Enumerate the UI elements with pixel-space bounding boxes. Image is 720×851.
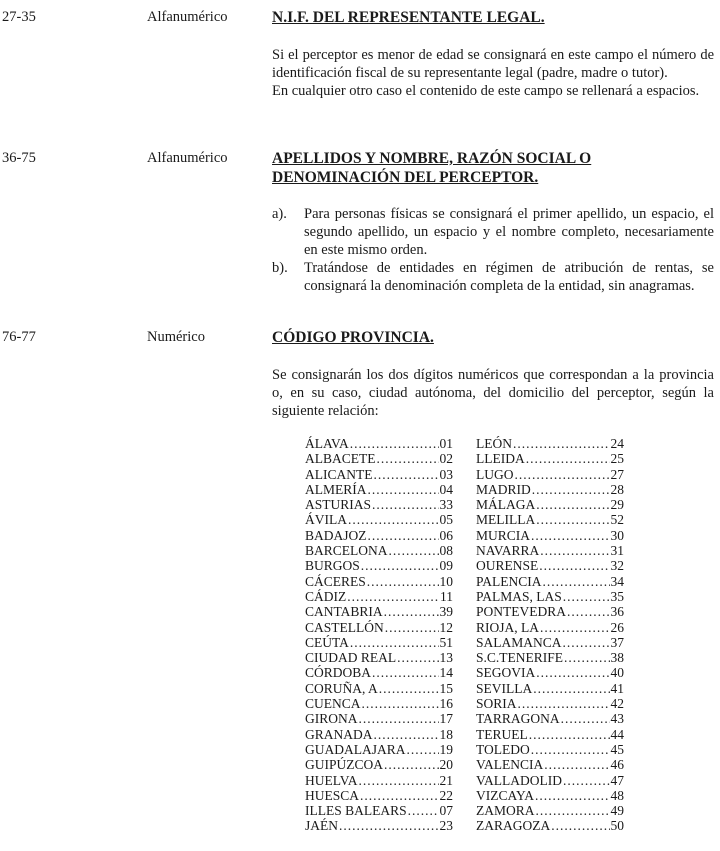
province-code: 22 — [439, 787, 453, 803]
province-code: 45 — [610, 741, 624, 757]
province-name: PALENCIA — [476, 573, 542, 589]
province-name: ALICANTE — [305, 466, 373, 482]
province-row — [476, 436, 624, 451]
dot-leader — [407, 742, 439, 757]
province-code: 10 — [439, 573, 453, 589]
province-code: 26 — [610, 619, 624, 635]
dot-leader — [535, 788, 609, 803]
province-code: 38 — [610, 650, 624, 666]
dot-leader — [526, 451, 610, 466]
dot-leader — [567, 604, 610, 619]
province-name: HUESCA — [305, 787, 360, 803]
province-code: 04 — [439, 481, 453, 497]
dot-leader — [385, 620, 439, 635]
province-name: TARRAGONA — [476, 711, 560, 727]
province-code: 19 — [439, 741, 453, 757]
dot-leader — [529, 727, 610, 742]
list-item — [272, 205, 714, 259]
province-code: 31 — [610, 543, 624, 559]
province-code: 27 — [610, 466, 624, 482]
dot-leader — [362, 696, 439, 711]
dot-leader — [563, 589, 610, 604]
province-row — [476, 742, 624, 757]
province-row — [305, 604, 453, 619]
province-row — [305, 818, 453, 833]
dot-leader — [540, 543, 609, 558]
province-code: 16 — [439, 696, 453, 712]
province-row — [476, 528, 624, 543]
province-code: 01 — [439, 436, 453, 451]
province-name: MÁLAGA — [476, 497, 536, 513]
province-row — [305, 803, 453, 818]
province-name: TERUEL — [476, 726, 528, 742]
province-code: 43 — [610, 711, 624, 727]
province-code: 17 — [439, 711, 453, 727]
province-row — [476, 727, 624, 742]
province-code: 51 — [439, 634, 453, 650]
dot-leader — [531, 742, 610, 757]
province-name: ZARAGOZA — [476, 818, 551, 834]
dot-leader — [536, 497, 609, 512]
province-code: 41 — [610, 680, 624, 696]
dot-leader — [533, 681, 609, 696]
dot-leader — [360, 788, 438, 803]
dot-leader — [350, 635, 439, 650]
dot-leader — [374, 727, 439, 742]
province-name: NAVARRA — [476, 543, 540, 559]
province-code: 09 — [439, 558, 453, 574]
province-row — [476, 574, 624, 589]
dot-leader — [536, 803, 610, 818]
list-item — [272, 259, 714, 295]
province-code: 37 — [610, 634, 624, 650]
province-name: BARCELONA — [305, 543, 388, 559]
province-code: 03 — [439, 466, 453, 482]
province-code: 08 — [439, 543, 453, 559]
province-row — [305, 558, 453, 573]
province-name: GUADALAJARA — [305, 741, 406, 757]
province-row — [305, 773, 453, 788]
dot-leader — [367, 574, 439, 589]
province-name: CUENCA — [305, 696, 361, 712]
province-row — [305, 742, 453, 757]
province-code: 44 — [610, 726, 624, 742]
field-title: CÓDIGO PROVINCIA. — [272, 329, 434, 346]
dot-leader — [348, 512, 439, 527]
province-code: 39 — [439, 604, 453, 620]
province-name: GRANADA — [305, 726, 373, 742]
province-name: GUIPÚZCOA — [305, 757, 384, 773]
dot-leader — [540, 620, 610, 635]
province-row — [305, 528, 453, 543]
province-name: S.C.TENERIFE — [476, 650, 564, 666]
province-row — [476, 604, 624, 619]
province-row — [305, 451, 453, 466]
province-row — [305, 665, 453, 680]
dot-leader — [561, 711, 610, 726]
dot-leader — [361, 558, 439, 573]
province-code: 06 — [439, 527, 453, 543]
dot-leader — [339, 818, 439, 833]
field-position: 76-77 — [2, 329, 36, 345]
dot-leader — [374, 467, 439, 482]
province-code: 02 — [439, 451, 453, 467]
province-code: 23 — [439, 818, 453, 834]
dot-leader — [372, 497, 438, 512]
dot-leader — [531, 528, 609, 543]
province-row — [476, 589, 624, 604]
province-code: 29 — [610, 497, 624, 513]
province-name: TOLEDO — [476, 741, 530, 757]
province-code: 35 — [610, 588, 624, 604]
province-name: SORIA — [476, 696, 517, 712]
province-row — [476, 451, 624, 466]
dot-leader — [551, 818, 609, 833]
province-code: 07 — [439, 803, 453, 819]
field-description — [272, 46, 714, 100]
province-name: GIRONA — [305, 711, 358, 727]
province-row — [476, 818, 624, 833]
field-type: Alfanumérico — [147, 150, 228, 166]
description-paragraph: En cualquier otro caso el contenido de este campo se rellenará a espacios. — [272, 83, 700, 99]
province-code: 30 — [610, 527, 624, 543]
province-code: 28 — [610, 481, 624, 497]
province-code: 05 — [439, 512, 453, 528]
province-row — [476, 665, 624, 680]
province-row — [305, 620, 453, 635]
province-name: SALAMANCA — [476, 634, 562, 650]
province-row — [305, 497, 453, 512]
province-code: 50 — [610, 818, 624, 834]
province-name: SEVILLA — [476, 680, 533, 696]
dot-leader — [397, 650, 438, 665]
province-name: LUGO — [476, 466, 514, 482]
dot-leader — [563, 635, 610, 650]
province-list-right — [476, 436, 624, 834]
province-row — [305, 635, 453, 650]
province-code: 33 — [439, 497, 453, 513]
dot-leader — [536, 665, 609, 680]
dot-leader — [408, 803, 439, 818]
province-code: 13 — [439, 650, 453, 666]
province-name: MELILLA — [476, 512, 536, 528]
field-title-line: APELLIDOS Y NOMBRE, RAZÓN SOCIAL O — [272, 150, 592, 167]
province-row — [476, 558, 624, 573]
province-name: VALLADOLID — [476, 772, 562, 788]
province-code: 49 — [610, 803, 624, 819]
province-name: VALENCIA — [476, 757, 544, 773]
province-row — [305, 467, 453, 482]
dot-leader — [377, 451, 439, 466]
province-code: 40 — [610, 665, 624, 681]
dot-leader — [564, 650, 609, 665]
province-name: MURCIA — [476, 527, 531, 543]
dot-leader — [389, 543, 439, 558]
dot-leader — [544, 757, 609, 772]
list-item-text: Para personas físicas se consignará el primer apellido, un espacio, el segundo apellido, un espacio y el nombre completo, necesariamente en este mismo orden. — [304, 206, 714, 258]
dot-leader — [518, 696, 610, 711]
field-position: 27-35 — [2, 9, 36, 25]
dot-leader — [359, 711, 439, 726]
field-title — [272, 149, 712, 187]
province-row — [476, 803, 624, 818]
province-name: CÁCERES — [305, 573, 366, 589]
province-row — [305, 711, 453, 726]
province-name: HUELVA — [305, 772, 358, 788]
province-name: ALBACETE — [305, 451, 376, 467]
province-name: MADRID — [476, 481, 531, 497]
province-code: 32 — [610, 558, 624, 574]
province-code: 11 — [440, 588, 453, 604]
description-paragraph: Si el perceptor es menor de edad se consignará en este campo el número de identificación fiscal de su representante legal (padre, madre o tutor). — [272, 47, 714, 81]
list-item-text: Tratándose de entidades en régimen de atribución de rentas, se consignará la denominación completa de la entidad, sin anagramas. — [304, 260, 714, 294]
province-row — [476, 467, 624, 482]
dot-leader — [350, 436, 439, 451]
province-row — [476, 482, 624, 497]
dot-leader — [539, 558, 609, 573]
field-position: 36-75 — [2, 150, 36, 166]
dot-leader — [513, 436, 610, 451]
province-name: ÁLAVA — [305, 436, 349, 451]
description-paragraph: Se consignarán los dos dígitos numéricos que correspondan a la provincia o, en su caso, ciudad autónoma, del domicilio del perceptor, según la siguiente relación: — [272, 367, 714, 419]
field-type: Alfanumérico — [147, 9, 228, 25]
province-row — [305, 788, 453, 803]
field-title: N.I.F. DEL REPRESENTANTE LEGAL. — [272, 9, 545, 26]
province-row — [305, 512, 453, 527]
province-name: CIUDAD REAL — [305, 650, 397, 666]
province-row — [305, 650, 453, 665]
province-row — [476, 696, 624, 711]
dot-leader — [372, 665, 438, 680]
province-list-left — [305, 436, 453, 834]
province-name: PALMAS, LAS — [476, 588, 562, 604]
province-row — [305, 681, 453, 696]
list-marker: b). — [272, 260, 288, 276]
province-name: BURGOS — [305, 558, 360, 574]
province-name: CANTABRIA — [305, 604, 383, 620]
field-title-line: DENOMINACIÓN DEL PERCEPTOR. — [272, 169, 539, 186]
province-row — [476, 543, 624, 558]
dot-leader — [359, 773, 439, 788]
province-row — [476, 681, 624, 696]
province-code: 18 — [439, 726, 453, 742]
province-row — [305, 574, 453, 589]
dot-leader — [384, 757, 438, 772]
dot-leader — [563, 773, 610, 788]
province-row — [305, 543, 453, 558]
dot-leader — [379, 681, 439, 696]
province-code: 34 — [610, 573, 624, 589]
province-name: ASTURIAS — [305, 497, 372, 513]
province-code: 52 — [610, 512, 624, 528]
province-name: ALMERÍA — [305, 481, 367, 497]
province-name: ZAMORA — [476, 803, 535, 819]
province-code: 46 — [610, 757, 624, 773]
province-name: CORUÑA, A — [305, 680, 378, 696]
province-name: BADAJOZ — [305, 527, 367, 543]
province-name: CÓRDOBA — [305, 665, 372, 681]
province-name: ILLES BALEARS — [305, 803, 407, 819]
province-row — [476, 650, 624, 665]
province-row — [476, 757, 624, 772]
province-name: VIZCAYA — [476, 787, 535, 803]
province-row — [476, 773, 624, 788]
province-row — [305, 589, 453, 604]
province-row — [305, 727, 453, 742]
province-name: JAÉN — [305, 818, 338, 834]
province-code: 15 — [439, 680, 453, 696]
province-code: 24 — [610, 436, 624, 451]
province-name: CASTELLÓN — [305, 619, 384, 635]
dot-leader — [532, 482, 610, 497]
province-code: 25 — [610, 451, 624, 467]
province-name: ÁVILA — [305, 512, 347, 528]
province-code: 48 — [610, 787, 624, 803]
province-code: 21 — [439, 772, 453, 788]
province-name: LEÓN — [476, 436, 512, 451]
province-code: 36 — [610, 604, 624, 620]
province-code: 12 — [439, 619, 453, 635]
province-row — [476, 620, 624, 635]
province-name: RIOJA, LA — [476, 619, 539, 635]
province-name: PONTEVEDRA — [476, 604, 566, 620]
field-description — [272, 366, 714, 420]
dot-leader — [347, 589, 439, 604]
province-row — [305, 757, 453, 772]
province-row — [476, 497, 624, 512]
province-name: CEÚTA — [305, 634, 349, 650]
province-name: OURENSE — [476, 558, 539, 574]
province-row — [305, 482, 453, 497]
dot-leader — [536, 512, 609, 527]
field-rules-list — [272, 205, 714, 295]
province-row — [305, 696, 453, 711]
province-name: LLEIDA — [476, 451, 525, 467]
dot-leader — [368, 528, 439, 543]
province-code: 42 — [610, 696, 624, 712]
province-row — [476, 788, 624, 803]
dot-leader — [543, 574, 610, 589]
list-marker: a). — [272, 206, 287, 222]
province-row — [476, 711, 624, 726]
province-code: 14 — [439, 665, 453, 681]
province-name: SEGOVIA — [476, 665, 536, 681]
dot-leader — [384, 604, 439, 619]
province-name: CÁDIZ — [305, 588, 347, 604]
province-row — [476, 635, 624, 650]
dot-leader — [515, 467, 610, 482]
dot-leader — [368, 482, 439, 497]
province-row — [305, 436, 453, 451]
province-code: 20 — [439, 757, 453, 773]
province-code: 47 — [610, 772, 624, 788]
province-row — [476, 512, 624, 527]
field-type: Numérico — [147, 329, 205, 345]
